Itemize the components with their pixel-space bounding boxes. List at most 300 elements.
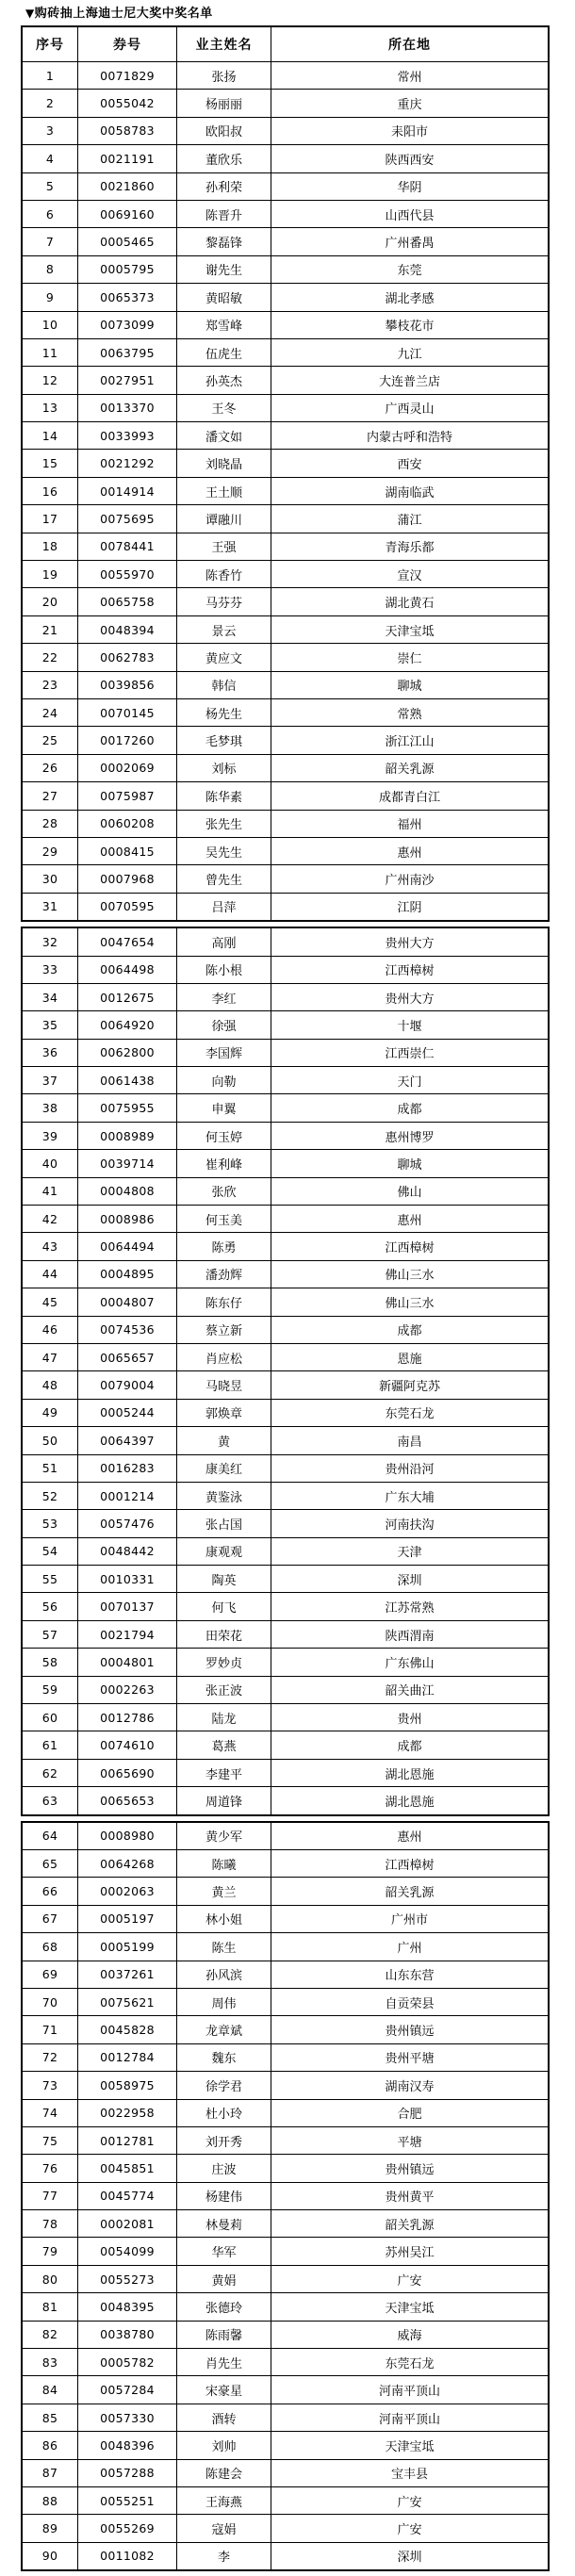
winners-table-section-2 <box>21 927 550 1816</box>
table-row <box>22 311 549 338</box>
winners-table-section-1 <box>21 25 550 922</box>
cell-location: 惠州 <box>271 1822 550 1850</box>
cell-location: 成都 <box>271 1731 550 1759</box>
table-row <box>22 1206 549 1233</box>
cell-owner-name: 向勒 <box>177 1067 271 1094</box>
cell-owner-name: 韩信 <box>177 671 271 698</box>
column-header-index: 序号 <box>22 26 78 62</box>
table-row <box>22 1067 549 1094</box>
cell-location: 佛山 <box>271 1177 550 1205</box>
cell-ticket-number: 0038780 <box>78 2321 177 2348</box>
table-row <box>22 588 549 615</box>
table-row <box>22 505 549 533</box>
cell-ticket-number: 0007968 <box>78 865 177 893</box>
cell-location: 贵州 <box>271 1704 550 1731</box>
table-row <box>22 2515 549 2542</box>
cell-ticket-number: 0021794 <box>78 1620 177 1648</box>
cell-index: 11 <box>22 338 78 366</box>
cell-location: 十堰 <box>271 1011 550 1039</box>
cell-location: 华阴 <box>271 172 550 200</box>
cell-index: 46 <box>22 1316 78 1343</box>
cell-ticket-number: 0055251 <box>78 2486 177 2514</box>
cell-index: 41 <box>22 1177 78 1205</box>
table-row <box>22 2238 549 2265</box>
cell-location: 广州南沙 <box>271 865 550 893</box>
cell-location: 成都青白江 <box>271 782 550 810</box>
table-row <box>22 727 549 754</box>
cell-location: 崇仁 <box>271 644 550 671</box>
cell-location: 湖北孝感 <box>271 284 550 311</box>
cell-index: 52 <box>22 1482 78 1509</box>
table-row <box>22 644 549 671</box>
cell-location: 惠州 <box>271 1206 550 1233</box>
cell-location: 新疆阿克苏 <box>271 1371 550 1399</box>
table-row <box>22 1704 549 1731</box>
cell-index: 68 <box>22 1933 78 1961</box>
table-row <box>22 1288 549 1316</box>
cell-location: 江苏常熟 <box>271 1593 550 1620</box>
table-row <box>22 2155 549 2182</box>
cell-owner-name: 肖应松 <box>177 1343 271 1370</box>
cell-owner-name: 曾先生 <box>177 865 271 893</box>
cell-index: 81 <box>22 2293 78 2321</box>
cell-ticket-number: 0064397 <box>78 1427 177 1454</box>
cell-ticket-number: 0045851 <box>78 2155 177 2182</box>
table-row <box>22 1759 549 1786</box>
cell-ticket-number: 0065657 <box>78 1343 177 1370</box>
cell-location: 陕西西安 <box>271 145 550 172</box>
cell-index: 16 <box>22 477 78 504</box>
cell-index: 23 <box>22 671 78 698</box>
table-row <box>22 172 549 200</box>
cell-owner-name: 刘帅 <box>177 2432 271 2459</box>
cell-index: 3 <box>22 117 78 144</box>
table-row <box>22 1233 549 1260</box>
cell-location: 广州市 <box>271 1905 550 1932</box>
cell-owner-name: 潘文如 <box>177 422 271 450</box>
cell-ticket-number: 0065758 <box>78 588 177 615</box>
cell-index: 29 <box>22 837 78 864</box>
cell-index: 18 <box>22 533 78 560</box>
cell-index: 69 <box>22 1961 78 1988</box>
triangle-marker-icon: ▼ <box>25 7 35 20</box>
cell-index: 53 <box>22 1510 78 1537</box>
cell-owner-name: 康美红 <box>177 1454 271 1482</box>
cell-index: 87 <box>22 2459 78 2486</box>
cell-location: 重庆 <box>271 90 550 117</box>
cell-location: 九江 <box>271 338 550 366</box>
cell-index: 56 <box>22 1593 78 1620</box>
table-row <box>22 2043 549 2071</box>
cell-ticket-number: 0033993 <box>78 422 177 450</box>
cell-index: 38 <box>22 1094 78 1122</box>
cell-ticket-number: 0048442 <box>78 1537 177 1565</box>
cell-location: 山西代县 <box>271 200 550 227</box>
table-row <box>22 754 549 781</box>
cell-ticket-number: 0058783 <box>78 117 177 144</box>
cell-index: 74 <box>22 2099 78 2126</box>
cell-location: 攀枝花市 <box>271 311 550 338</box>
cell-index: 45 <box>22 1288 78 1316</box>
cell-owner-name: 高刚 <box>177 927 271 956</box>
cell-location: 江西樟树 <box>271 1850 550 1878</box>
cell-owner-name: 林曼莉 <box>177 2210 271 2238</box>
table-row <box>22 1177 549 1205</box>
cell-index: 90 <box>22 2542 78 2570</box>
cell-owner-name: 陈曦 <box>177 1850 271 1878</box>
page-title-text: 购砖抽上海迪士尼大奖中奖名单 <box>34 7 213 21</box>
cell-owner-name: 孙英杰 <box>177 367 271 394</box>
cell-location: 天津宝坻 <box>271 2293 550 2321</box>
cell-ticket-number: 0004895 <box>78 1260 177 1288</box>
table-row <box>22 228 549 255</box>
cell-index: 60 <box>22 1704 78 1731</box>
cell-location: 成都 <box>271 1316 550 1343</box>
cell-location: 湖北恩施 <box>271 1787 550 1815</box>
cell-index: 77 <box>22 2182 78 2209</box>
cell-index: 70 <box>22 1988 78 2015</box>
cell-ticket-number: 0063795 <box>78 338 177 366</box>
cell-index: 9 <box>22 284 78 311</box>
cell-location: 东莞 <box>271 255 550 283</box>
cell-ticket-number: 0079004 <box>78 1371 177 1399</box>
table-row <box>22 1454 549 1482</box>
cell-index: 15 <box>22 450 78 477</box>
cell-owner-name: 杜小玲 <box>177 2099 271 2126</box>
cell-ticket-number: 0048394 <box>78 615 177 643</box>
cell-ticket-number: 0055970 <box>78 561 177 588</box>
cell-location: 深圳 <box>271 1566 550 1593</box>
table-row <box>22 671 549 698</box>
cell-owner-name: 陈雨馨 <box>177 2321 271 2348</box>
cell-index: 72 <box>22 2043 78 2071</box>
cell-location: 山东东营 <box>271 1961 550 1988</box>
cell-location: 贵州大方 <box>271 927 550 956</box>
table-row <box>22 561 549 588</box>
table-row <box>22 1094 549 1122</box>
header-row <box>22 26 549 62</box>
cell-index: 67 <box>22 1905 78 1932</box>
cell-owner-name: 何玉婷 <box>177 1122 271 1149</box>
cell-ticket-number: 0065690 <box>78 1759 177 1786</box>
cell-owner-name: 杨丽丽 <box>177 90 271 117</box>
table-row <box>22 284 549 311</box>
cell-index: 62 <box>22 1759 78 1786</box>
cell-owner-name: 张占国 <box>177 1510 271 1537</box>
cell-location: 大连普兰店 <box>271 367 550 394</box>
cell-ticket-number: 0048395 <box>78 2293 177 2321</box>
cell-owner-name: 谭融川 <box>177 505 271 533</box>
cell-ticket-number: 0055273 <box>78 2265 177 2292</box>
cell-owner-name: 黄 <box>177 1427 271 1454</box>
cell-location: 宝丰县 <box>271 2459 550 2486</box>
table-row <box>22 2293 549 2321</box>
table-row <box>22 1731 549 1759</box>
cell-index: 79 <box>22 2238 78 2265</box>
table-row <box>22 533 549 560</box>
cell-index: 5 <box>22 172 78 200</box>
cell-owner-name: 黄鉴泳 <box>177 1482 271 1509</box>
cell-location: 恩施 <box>271 1343 550 1370</box>
cell-location: 广东大埔 <box>271 1482 550 1509</box>
table-row <box>22 2459 549 2486</box>
cell-ticket-number: 0037261 <box>78 1961 177 1988</box>
cell-owner-name: 陆龙 <box>177 1704 271 1731</box>
cell-index: 21 <box>22 615 78 643</box>
cell-ticket-number: 0057476 <box>78 1510 177 1537</box>
cell-ticket-number: 0002063 <box>78 1878 177 1905</box>
cell-location: 常熟 <box>271 698 550 726</box>
cell-index: 30 <box>22 865 78 893</box>
table-row <box>22 2182 549 2209</box>
table-row <box>22 2432 549 2459</box>
cell-ticket-number: 0021191 <box>78 145 177 172</box>
cell-ticket-number: 0004801 <box>78 1649 177 1676</box>
cell-index: 48 <box>22 1371 78 1399</box>
cell-location: 江阴 <box>271 893 550 921</box>
cell-index: 20 <box>22 588 78 615</box>
cell-index: 85 <box>22 2404 78 2431</box>
cell-owner-name: 孙利荣 <box>177 172 271 200</box>
cell-index: 12 <box>22 367 78 394</box>
table-row <box>22 1427 549 1454</box>
cell-index: 19 <box>22 561 78 588</box>
cell-index: 63 <box>22 1787 78 1815</box>
cell-index: 40 <box>22 1150 78 1177</box>
cell-location: 天津宝坻 <box>271 2432 550 2459</box>
table-row <box>22 90 549 117</box>
cell-owner-name: 马晓昱 <box>177 1371 271 1399</box>
cell-ticket-number: 0062783 <box>78 644 177 671</box>
table-row <box>22 2016 549 2043</box>
cell-location: 耒阳市 <box>271 117 550 144</box>
cell-ticket-number: 0005199 <box>78 1933 177 1961</box>
cell-index: 57 <box>22 1620 78 1648</box>
cell-location: 广州番禺 <box>271 228 550 255</box>
cell-location: 韶关曲江 <box>271 1676 550 1703</box>
cell-ticket-number: 0022958 <box>78 2099 177 2126</box>
cell-ticket-number: 0005197 <box>78 1905 177 1932</box>
cell-location: 宣汉 <box>271 561 550 588</box>
cell-location: 常州 <box>271 62 550 90</box>
cell-owner-name: 孙风滨 <box>177 1961 271 1988</box>
cell-ticket-number: 0070595 <box>78 893 177 921</box>
cell-owner-name: 周道锋 <box>177 1787 271 1815</box>
cell-owner-name: 黄兰 <box>177 1878 271 1905</box>
cell-location: 惠州博罗 <box>271 1122 550 1149</box>
cell-ticket-number: 0027951 <box>78 367 177 394</box>
column-header-ticket-number: 券号 <box>78 26 177 62</box>
cell-ticket-number: 0069160 <box>78 200 177 227</box>
cell-ticket-number: 0012786 <box>78 1704 177 1731</box>
table-row <box>22 477 549 504</box>
cell-location: 贵州黄平 <box>271 2182 550 2209</box>
cell-index: 17 <box>22 505 78 533</box>
cell-owner-name: 蔡立新 <box>177 1316 271 1343</box>
cell-ticket-number: 0012781 <box>78 2126 177 2154</box>
cell-owner-name: 陈建会 <box>177 2459 271 2486</box>
table-row <box>22 1039 549 1066</box>
cell-index: 26 <box>22 754 78 781</box>
cell-index: 88 <box>22 2486 78 2514</box>
cell-owner-name: 黄昭敏 <box>177 284 271 311</box>
cell-owner-name: 张先生 <box>177 810 271 837</box>
cell-index: 50 <box>22 1427 78 1454</box>
table-row <box>22 1510 549 1537</box>
cell-location: 东莞石龙 <box>271 1399 550 1426</box>
cell-location: 贵州沿河 <box>271 1454 550 1482</box>
cell-ticket-number: 0055269 <box>78 2515 177 2542</box>
cell-owner-name: 肖先生 <box>177 2349 271 2376</box>
cell-ticket-number: 0002263 <box>78 1676 177 1703</box>
table-row <box>22 2072 549 2099</box>
cell-owner-name: 杨建伟 <box>177 2182 271 2209</box>
table-row <box>22 1593 549 1620</box>
cell-location: 广西灵山 <box>271 394 550 421</box>
cell-ticket-number: 0057288 <box>78 2459 177 2486</box>
cell-location: 广安 <box>271 2265 550 2292</box>
cell-location: 广安 <box>271 2515 550 2542</box>
cell-index: 65 <box>22 1850 78 1878</box>
cell-index: 14 <box>22 422 78 450</box>
table-row <box>22 1933 549 1961</box>
cell-owner-name: 张扬 <box>177 62 271 90</box>
table-row <box>22 1620 549 1648</box>
cell-index: 71 <box>22 2016 78 2043</box>
cell-location: 东莞石龙 <box>271 2349 550 2376</box>
cell-owner-name: 陈小根 <box>177 956 271 983</box>
table-row <box>22 367 549 394</box>
table-row <box>22 2210 549 2238</box>
table-row <box>22 2486 549 2514</box>
cell-ticket-number: 0057284 <box>78 2376 177 2404</box>
table-row <box>22 200 549 227</box>
cell-ticket-number: 0064498 <box>78 956 177 983</box>
cell-location: 韶关乳源 <box>271 2210 550 2238</box>
cell-ticket-number: 0045774 <box>78 2182 177 2209</box>
cell-owner-name: 陈香竹 <box>177 561 271 588</box>
cell-owner-name: 葛燕 <box>177 1731 271 1759</box>
cell-index: 84 <box>22 2376 78 2404</box>
cell-ticket-number: 0002081 <box>78 2210 177 2238</box>
cell-owner-name: 王海燕 <box>177 2486 271 2514</box>
cell-index: 37 <box>22 1067 78 1094</box>
cell-location: 深圳 <box>271 2542 550 2570</box>
cell-owner-name: 刘开秀 <box>177 2126 271 2154</box>
cell-location: 湖北恩施 <box>271 1759 550 1786</box>
cell-location: 浙江江山 <box>271 727 550 754</box>
cell-owner-name: 田荣花 <box>177 1620 271 1648</box>
cell-index: 25 <box>22 727 78 754</box>
cell-ticket-number: 0054099 <box>78 2238 177 2265</box>
column-header-location: 所在地 <box>271 26 550 62</box>
cell-owner-name: 马芬芬 <box>177 588 271 615</box>
cell-index: 49 <box>22 1399 78 1426</box>
cell-ticket-number: 0074610 <box>78 1731 177 1759</box>
table-row <box>22 1122 549 1149</box>
cell-owner-name: 陈勇 <box>177 1233 271 1260</box>
cell-location: 广安 <box>271 2486 550 2514</box>
cell-index: 44 <box>22 1260 78 1288</box>
cell-ticket-number: 0021860 <box>78 172 177 200</box>
cell-index: 43 <box>22 1233 78 1260</box>
cell-index: 82 <box>22 2321 78 2348</box>
cell-index: 58 <box>22 1649 78 1676</box>
cell-location: 湖南临武 <box>271 477 550 504</box>
cell-index: 61 <box>22 1731 78 1759</box>
cell-owner-name: 黎磊锋 <box>177 228 271 255</box>
cell-location: 福州 <box>271 810 550 837</box>
cell-location: 江西樟树 <box>271 956 550 983</box>
cell-owner-name: 庄波 <box>177 2155 271 2182</box>
cell-ticket-number: 0016283 <box>78 1454 177 1482</box>
page-title <box>0 0 575 25</box>
cell-owner-name: 张德玲 <box>177 2293 271 2321</box>
winners-table-sections <box>0 25 575 2571</box>
cell-index: 34 <box>22 983 78 1010</box>
winners-table-section-3 <box>21 1821 550 2572</box>
cell-index: 51 <box>22 1454 78 1482</box>
table-row <box>22 1343 549 1370</box>
table-row <box>22 1961 549 1988</box>
table-row <box>22 2126 549 2154</box>
cell-index: 64 <box>22 1822 78 1850</box>
table-row <box>22 810 549 837</box>
cell-location: 佛山三水 <box>271 1260 550 1288</box>
cell-index: 7 <box>22 228 78 255</box>
cell-location: 天津宝坻 <box>271 615 550 643</box>
cell-location: 青海乐都 <box>271 533 550 560</box>
cell-index: 39 <box>22 1122 78 1149</box>
cell-owner-name: 何玉美 <box>177 1206 271 1233</box>
cell-ticket-number: 0004808 <box>78 1177 177 1205</box>
cell-index: 55 <box>22 1566 78 1593</box>
table-row <box>22 1878 549 1905</box>
cell-index: 54 <box>22 1537 78 1565</box>
table-row <box>22 1676 549 1703</box>
cell-owner-name: 刘晓晶 <box>177 450 271 477</box>
cell-ticket-number: 0005795 <box>78 255 177 283</box>
table-row <box>22 865 549 893</box>
table-row <box>22 1316 549 1343</box>
cell-owner-name: 李建平 <box>177 1759 271 1786</box>
cell-ticket-number: 0073099 <box>78 311 177 338</box>
cell-index: 66 <box>22 1878 78 1905</box>
table-row <box>22 1371 549 1399</box>
cell-ticket-number: 0064268 <box>78 1850 177 1878</box>
cell-ticket-number: 0074536 <box>78 1316 177 1343</box>
cell-owner-name: 徐学君 <box>177 2072 271 2099</box>
cell-index: 35 <box>22 1011 78 1039</box>
table-row <box>22 2099 549 2126</box>
cell-owner-name: 龙章斌 <box>177 2016 271 2043</box>
cell-location: 陕西渭南 <box>271 1620 550 1648</box>
cell-owner-name: 陶英 <box>177 1566 271 1593</box>
cell-owner-name: 李红 <box>177 983 271 1010</box>
cell-owner-name: 宋豪星 <box>177 2376 271 2404</box>
cell-owner-name: 陈华素 <box>177 782 271 810</box>
cell-owner-name: 李 <box>177 2542 271 2570</box>
table-row <box>22 1988 549 2015</box>
cell-owner-name: 寇娟 <box>177 2515 271 2542</box>
cell-ticket-number: 0004807 <box>78 1288 177 1316</box>
cell-index: 8 <box>22 255 78 283</box>
cell-index: 80 <box>22 2265 78 2292</box>
cell-index: 36 <box>22 1039 78 1066</box>
cell-index: 33 <box>22 956 78 983</box>
cell-index: 4 <box>22 145 78 172</box>
table-row <box>22 422 549 450</box>
